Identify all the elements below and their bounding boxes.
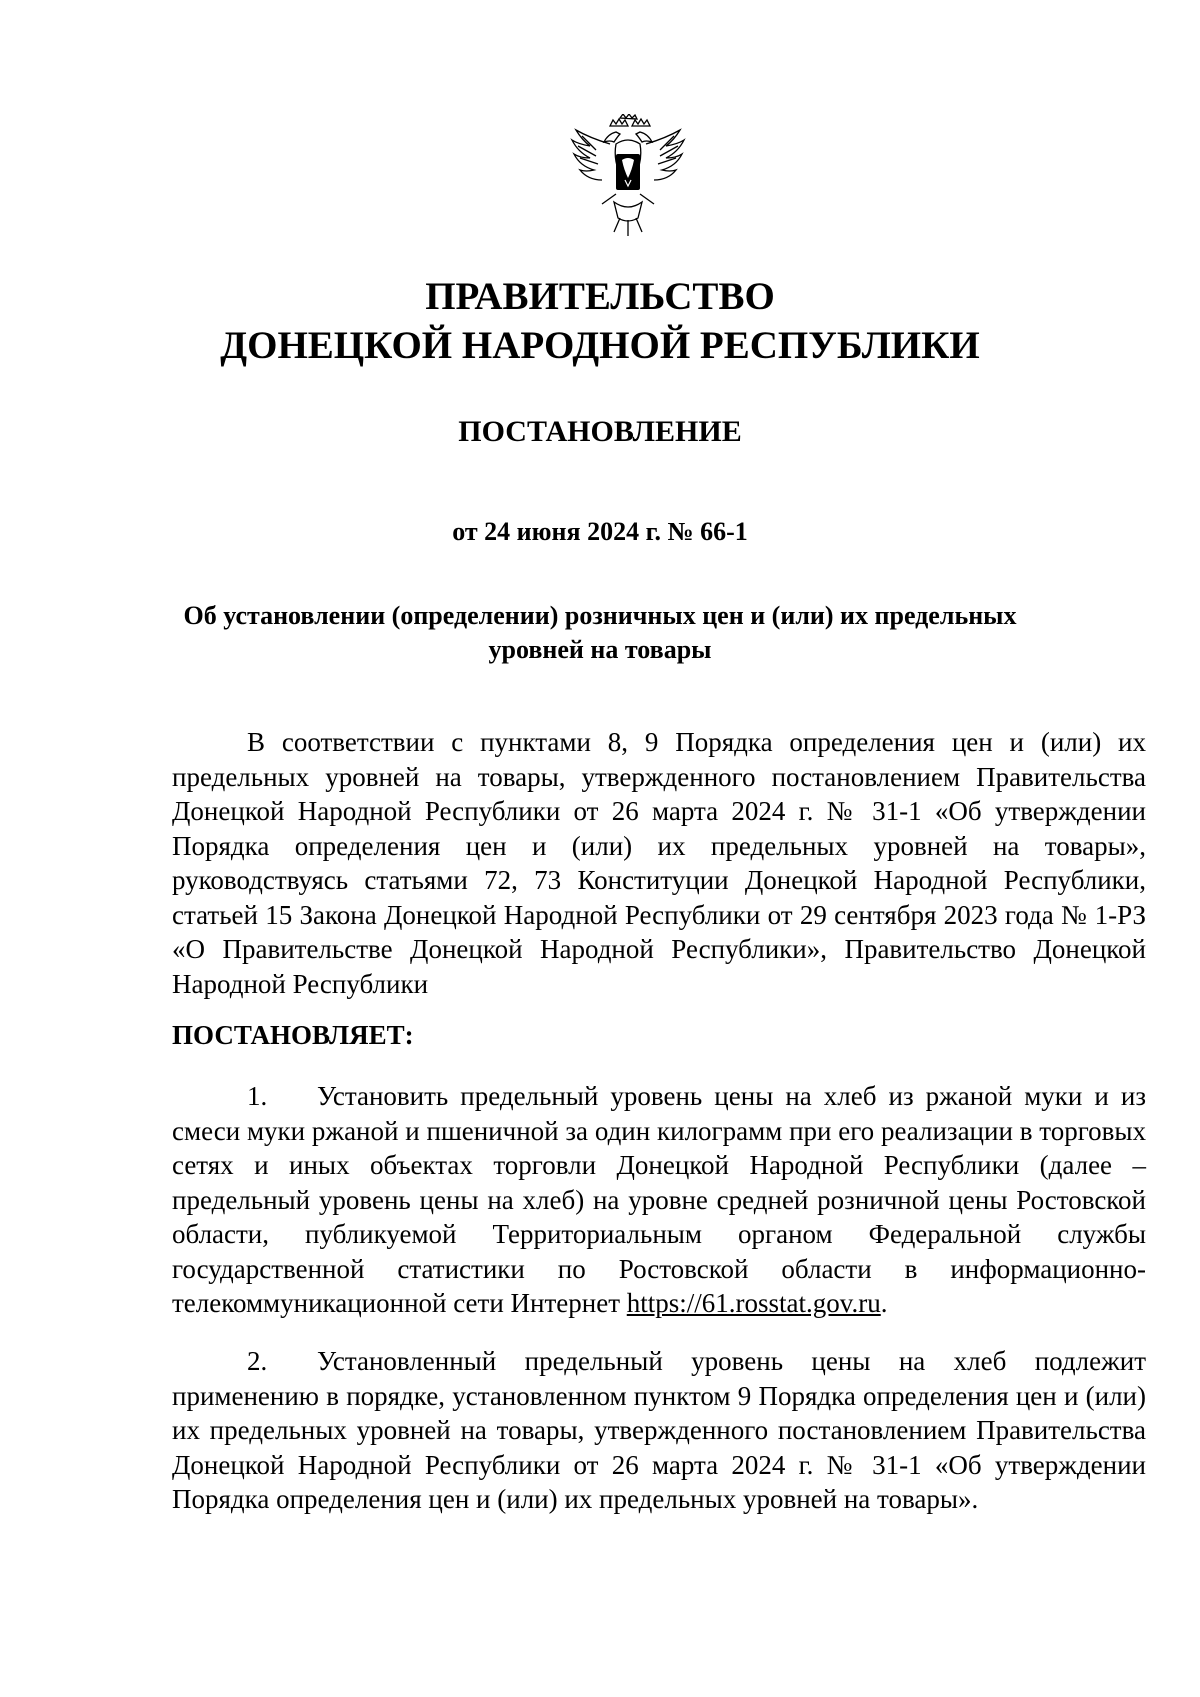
rosstat-link[interactable]: https://61.rosstat.gov.ru: [626, 1288, 881, 1318]
government-name: [0, 272, 1200, 370]
coat-of-arms-icon: [570, 114, 686, 246]
resolves-heading: ПОСТАНОВЛЯЕТ:: [172, 1020, 414, 1050]
clause-2: [172, 1344, 1146, 1517]
clause-1-number: 1.: [247, 1081, 268, 1111]
preamble-paragraph: В соответствии с пунктами 8, 9 Порядка определения цен и (или) их предельных уровней на товары, утвержденного постановлением Правительства Донецкой Народной Республики от 26 марта 2024 г. № 31-1 «Об утверждении Порядка определения цен и (или) их предельных уровней на товары», руководствуясь статьями 72, 73 Конституции Донецкой Народной Республики, статьей 15 Закона Донецкой Народной Республики от 29 сентября 2023 года № 1-РЗ «О Правительстве Донецкой Народной Республики», Правительство Донецкой Народной Республики: [172, 727, 1146, 999]
clause-1-end: .: [880, 1288, 888, 1318]
clause-2-text: Установленный предельный уровень цены на хлеб подлежит применению в порядке, установленном пунктом 9 Порядка определения цен и (или) их предельных уровней на товары, утвержденного постановлением Правительства Донецкой Народной Республики от 26 марта 2024 г. № 31-1 «Об утверждении Порядка определения цен и (или) их предельных уровней на товары».: [172, 1346, 1146, 1514]
document-title: [0, 599, 1200, 667]
document-type: ПОСТАНОВЛЕНИЕ: [458, 415, 742, 448]
document-date-number: от 24 июня 2024 г. № 66-1: [452, 517, 748, 546]
document-title-line2: уровней на товары: [488, 635, 712, 664]
document-title-line1: Об установлении (определении) розничных цен и (или) их предельных: [183, 601, 1017, 630]
clause-2-number: 2.: [247, 1346, 268, 1376]
clause-1-text: Установить предельный уровень цены на хлеб из ржаной муки и из смеси муки ржаной и пшеничной за один килограмм при его реализации в торговых сетях и иных объектах торговли Донецкой Народной Республики (далее – предельный уровень цены на хлеб) на уровне средней розничной цены Ростовской области, публикуемой Территориальным органом Федеральной службы государственной статистики по Ростовской области в информационно-телекоммуникационной сети Интернет: [172, 1081, 1146, 1318]
government-name-line1: ПРАВИТЕЛЬСТВО: [425, 275, 775, 318]
clause-1: [172, 1079, 1146, 1321]
government-name-line2: ДОНЕЦКОЙ НАРОДНОЙ РЕСПУБЛИКИ: [220, 324, 980, 367]
